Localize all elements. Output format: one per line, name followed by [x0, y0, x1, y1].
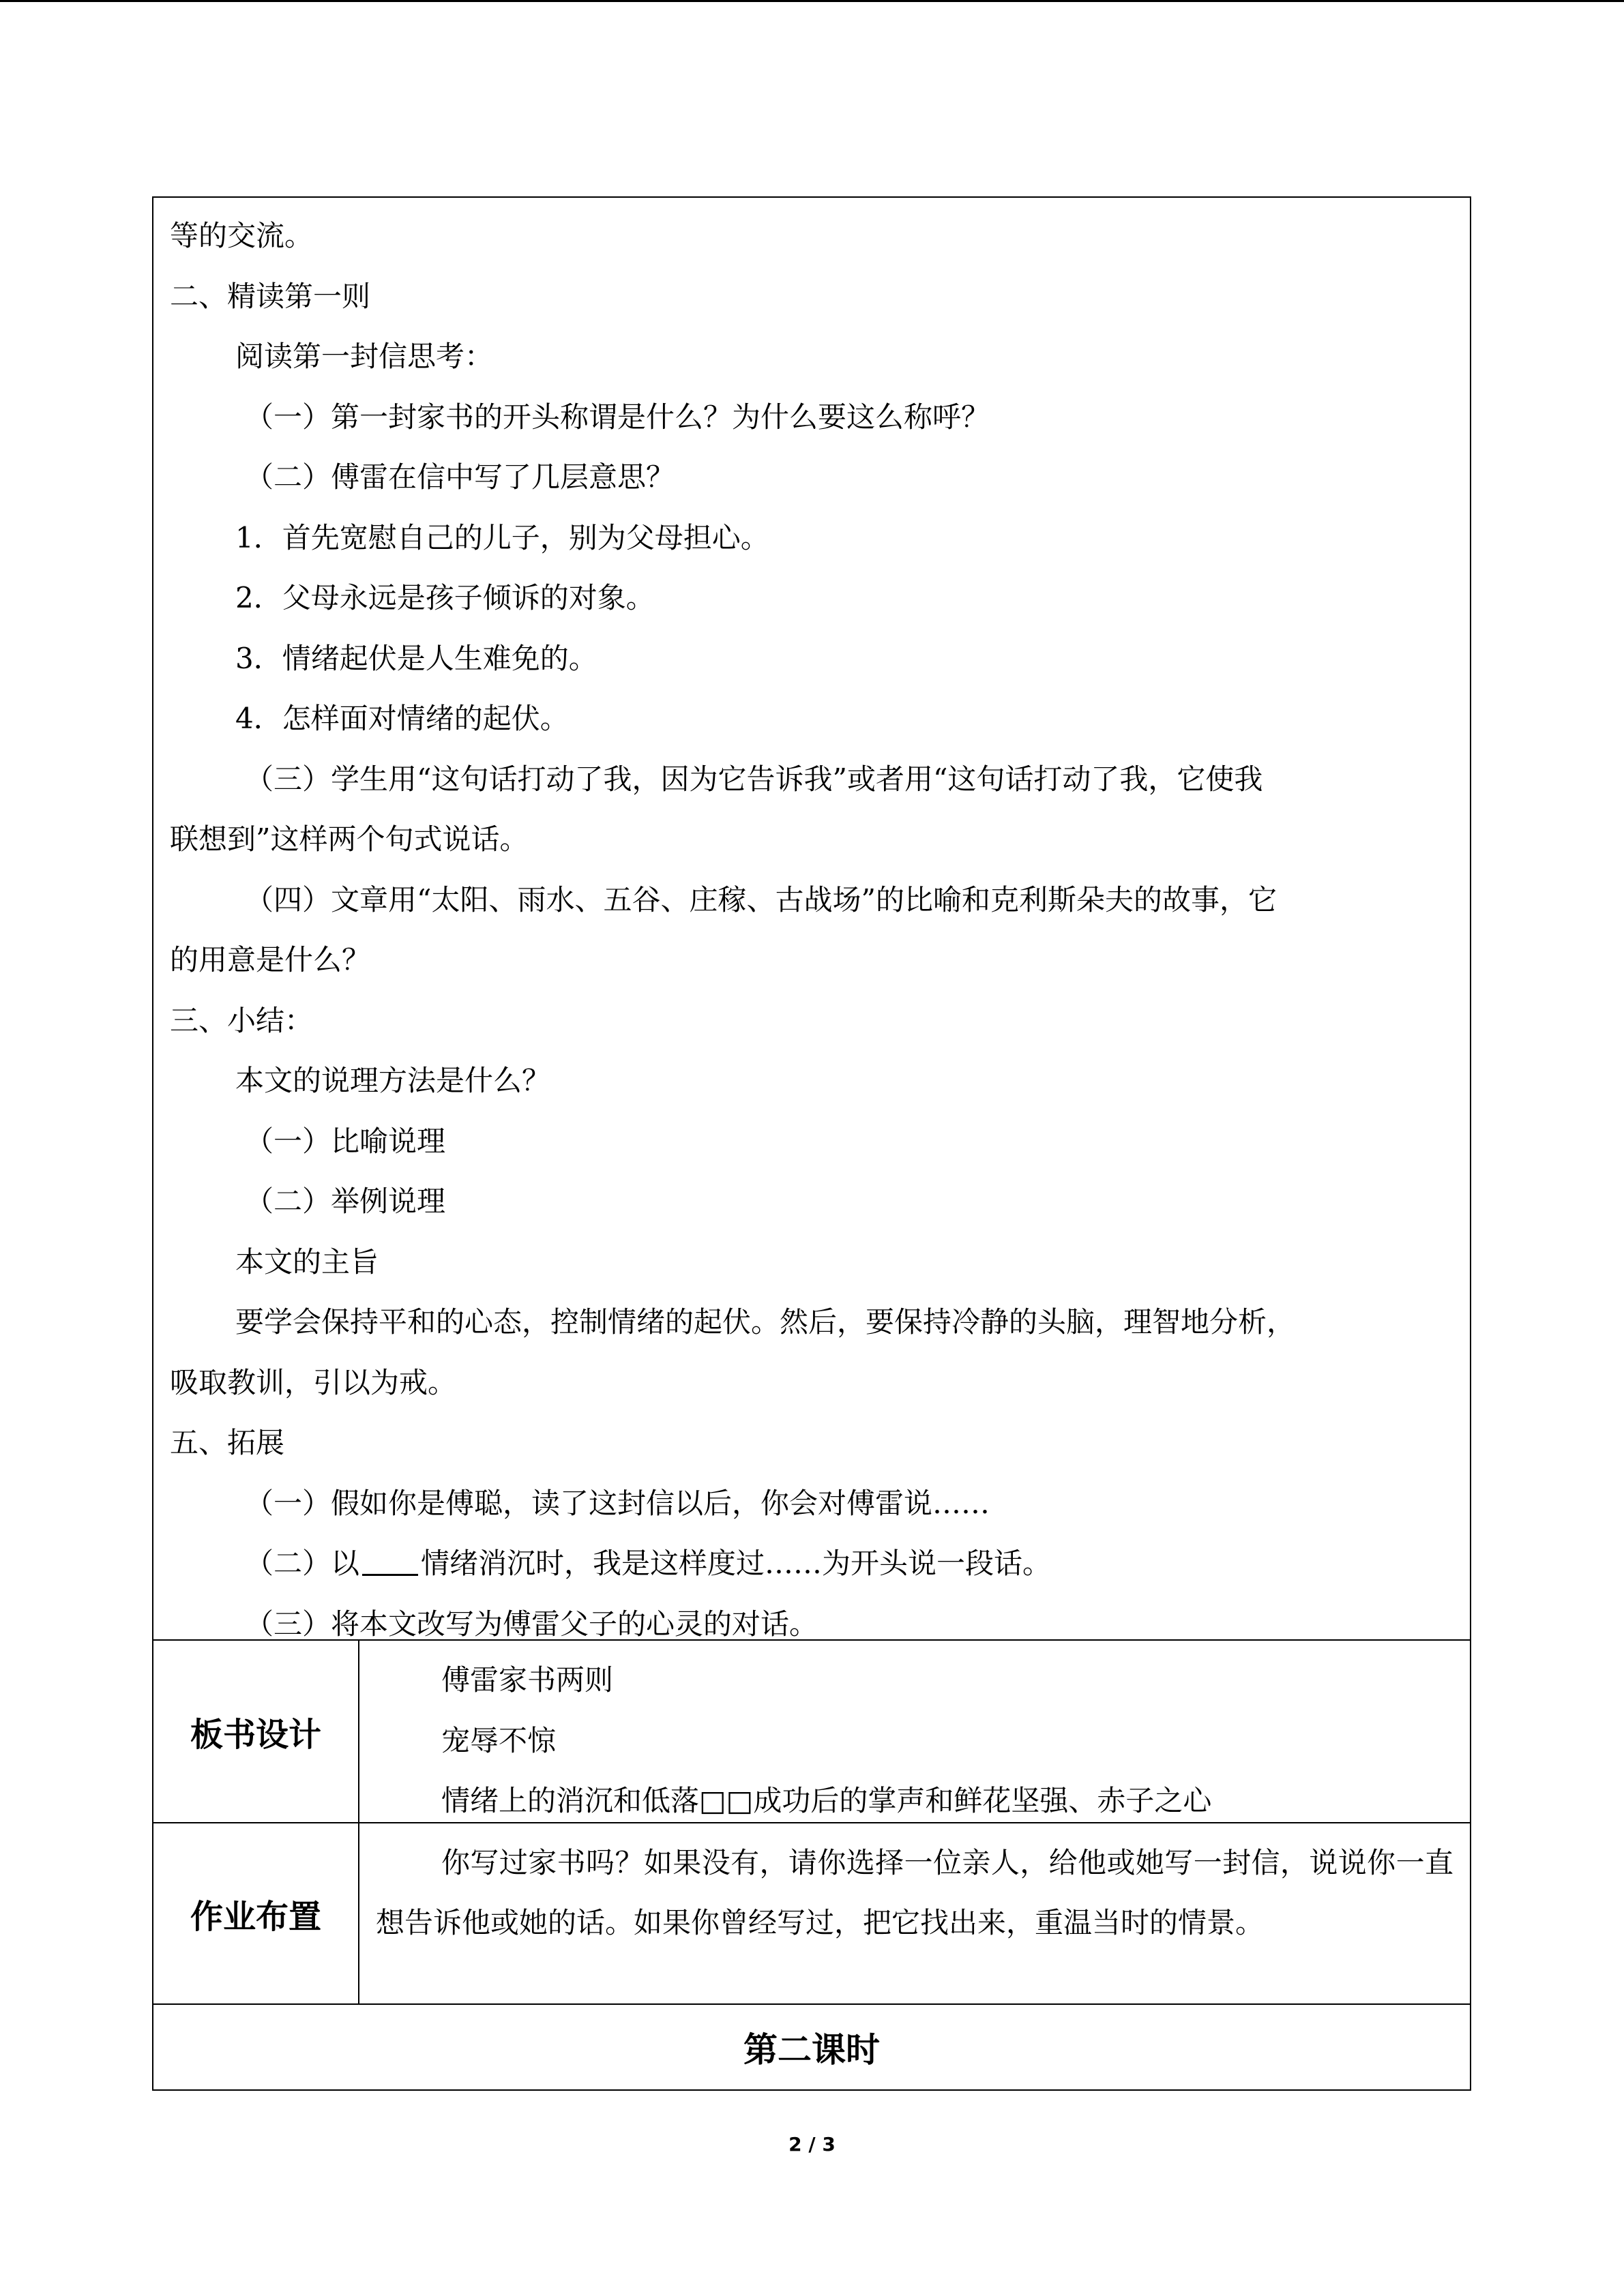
board-line: 傅雷家书两则 — [441, 1663, 614, 1697]
extension-2-prefix: （二）以 — [245, 1547, 360, 1580]
question-1: （一）第一封家书的开头称谓是什么？为什么要这么称呼？ — [245, 400, 990, 434]
text-line: 等的交流。 — [170, 219, 314, 252]
section-title: 第二课时 — [743, 2030, 880, 2070]
teaching-process-cell — [153, 198, 1470, 1641]
heading-extension: 五、拓展 — [170, 1426, 285, 1459]
heading-intensive-reading: 二、精读第一则 — [170, 279, 371, 313]
page-number: 2 / 3 — [788, 2133, 836, 2156]
text-line: 本文的说理方法是什么？ — [235, 1064, 551, 1097]
page-top-border — [0, 0, 1624, 2]
homework-text: 你写过家书吗？如果没有，请你选择一位亲人，给他或她写一封信，说说你一直想告诉他或她的话。如果你曾经写过，把它找出来，重温当时的情景。 — [376, 1846, 1453, 1939]
lesson-plan-table — [152, 196, 1471, 2091]
extension-3: （三）将本文改写为傅雷父子的心灵的对话。 — [245, 1607, 818, 1641]
board-line: 情绪上的消沉和低落□□成功后的掌声和鲜花坚强、赤子之心 — [441, 1784, 1212, 1817]
board-line: 宠辱不惊 — [441, 1723, 557, 1757]
point-1: 1．首先宽慰自己的儿子，别为父母担心。 — [235, 520, 769, 554]
question-2: （二）傅雷在信中写了几层意思？ — [245, 460, 675, 494]
question-3-cont: 联想到”这样两个句式说话。 — [170, 822, 529, 856]
extension-2-suffix: 情绪消沉时，我是这样度过……为开头说一段话。 — [421, 1547, 1052, 1580]
method-1: （一）比喻说理 — [245, 1124, 446, 1158]
homework-row — [153, 1823, 1470, 2005]
theme-text-cont: 吸取教训，引以为戒。 — [170, 1365, 457, 1399]
point-4: 4．怎样面对情绪的起伏。 — [235, 702, 569, 735]
theme-text: 要学会保持平和的心态，控制情绪的起伏。然后，要保持冷静的头脑，理智地分析， — [235, 1305, 1296, 1339]
fill-in-blank — [362, 1549, 418, 1576]
point-2: 2．父母永远是孩子倾诉的对象。 — [235, 581, 655, 614]
text-line: 阅读第一封信思考： — [235, 340, 494, 373]
board-design-label: 板书设计 — [153, 1641, 359, 1822]
board-design-row — [153, 1641, 1470, 1823]
homework-label: 作业布置 — [153, 1823, 359, 2003]
point-3: 3．情绪起伏是人生难免的。 — [235, 641, 597, 675]
homework-content — [359, 1823, 1470, 2003]
method-2: （二）举例说理 — [245, 1184, 446, 1218]
question-4-cont: 的用意是什么？ — [170, 943, 371, 976]
text-line: 本文的主旨 — [235, 1244, 379, 1279]
heading-summary: 三、小结： — [170, 1003, 314, 1037]
extension-2 — [170, 1534, 1453, 1594]
question-3: （三）学生用“这句话打动了我，因为它告诉我”或者用“这句话打动了我，它使我 — [245, 762, 1263, 796]
extension-1: （一）假如你是傅聪，读了这封信以后，你会对傅雷说…… — [245, 1486, 990, 1520]
question-4: （四）文章用“太阳、雨水、五谷、庄稼、古战场”的比喻和克利斯朵夫的故事，它 — [245, 882, 1277, 916]
board-design-content — [359, 1641, 1470, 1822]
